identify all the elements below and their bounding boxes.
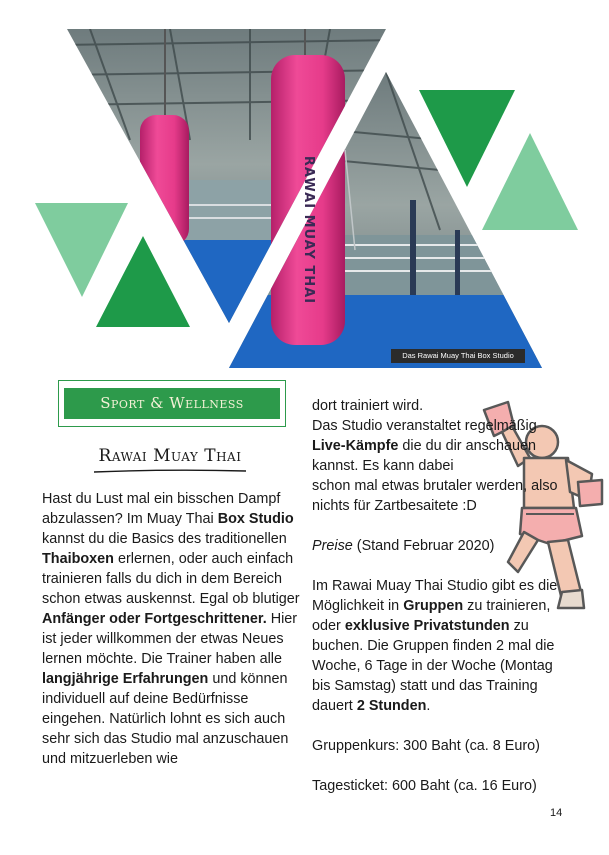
bold-segment: langjährige Erfahrungen <box>42 671 209 687</box>
section-label-box <box>58 380 286 427</box>
right-column-text <box>312 396 562 816</box>
text-segment: zu buchen. Die Gruppen finden 2 mal die Woche, 6 Tage in der Woche (Montag bis Samstag) statt und das Training dauert <box>312 618 555 714</box>
text-segment: kannst du die Basics des traditionellen <box>42 531 287 547</box>
prices-heading <box>312 536 562 556</box>
text-segment: zu trainieren, oder <box>312 598 551 634</box>
deco-triangle-green-left <box>96 236 190 327</box>
page-number: 14 <box>550 807 563 819</box>
deco-triangle-light-right <box>482 133 578 230</box>
bold-segment: Anfänger oder Fortgeschrittener. <box>42 611 267 627</box>
deco-triangle-light-left <box>35 203 128 297</box>
text-segment: Hier ist jeder willkommen der etwas Neues lernen möchte. Die Trainer haben alle <box>42 611 298 667</box>
text-segment: Das Studio veranstaltet regelmäßig <box>312 418 537 434</box>
group-price: Gruppenkurs: 300 Baht (ca. 8 Euro) <box>312 738 540 754</box>
paragraph-continuation <box>312 396 562 516</box>
hero-photo-collage <box>0 0 609 375</box>
text-segment: Hast du Lust mal ein bisschen Dampf abzulassen? Im Muay Thai <box>42 491 281 527</box>
day-price: Tagesticket: 600 Baht (ca. 16 Euro) <box>312 778 537 794</box>
text-segment: dort trainiert wird. <box>312 398 424 414</box>
bold-segment: Live-Kämpfe <box>312 438 399 454</box>
hero-graphic <box>0 0 609 375</box>
bold-segment: 2 Stunden <box>356 698 427 714</box>
prices-label: Preise <box>312 538 353 554</box>
text-segment: schon mal etwas brutaler werden, also nichts für Zartbesaitete :D <box>312 478 558 514</box>
text-segment: Im Rawai Muay Thai Studio gibt es die Möglichkeit in <box>312 578 558 614</box>
bold-segment: exklusive Privatstunden <box>344 618 510 634</box>
text-segment: . <box>426 698 431 714</box>
left-column-text <box>42 489 300 769</box>
text-segment: und können individuell auf deine Bedürfnisse eingehen. Natürlich lohnt es sich auch sehr sich das Studio mal anzuschauen und mitzuerleben wie <box>42 671 289 767</box>
section-label: Sport & Wellness <box>64 388 280 419</box>
bold-segment: Thaiboxen <box>42 551 114 567</box>
bag-label: RAWAI MUAY THAI <box>301 155 316 305</box>
text-segment: erlernen, oder auch einfach trainieren falls du dich in dem Bereich schon etwas auskennst. Egal ob blutiger <box>42 551 300 607</box>
prices-note: (Stand Februar 2020) <box>352 538 495 554</box>
photo-caption: Das Rawai Muay Thai Box Studio <box>391 349 525 363</box>
article-heading: Rawai Muay Thai <box>98 446 242 466</box>
bold-segment: Box Studio <box>217 511 294 527</box>
bold-segment: Gruppen <box>403 598 464 614</box>
paragraph-groups <box>312 576 562 716</box>
text-segment: die du dir anschauen kannst. Es kann dabei <box>312 438 536 474</box>
heading-underline <box>92 468 248 474</box>
